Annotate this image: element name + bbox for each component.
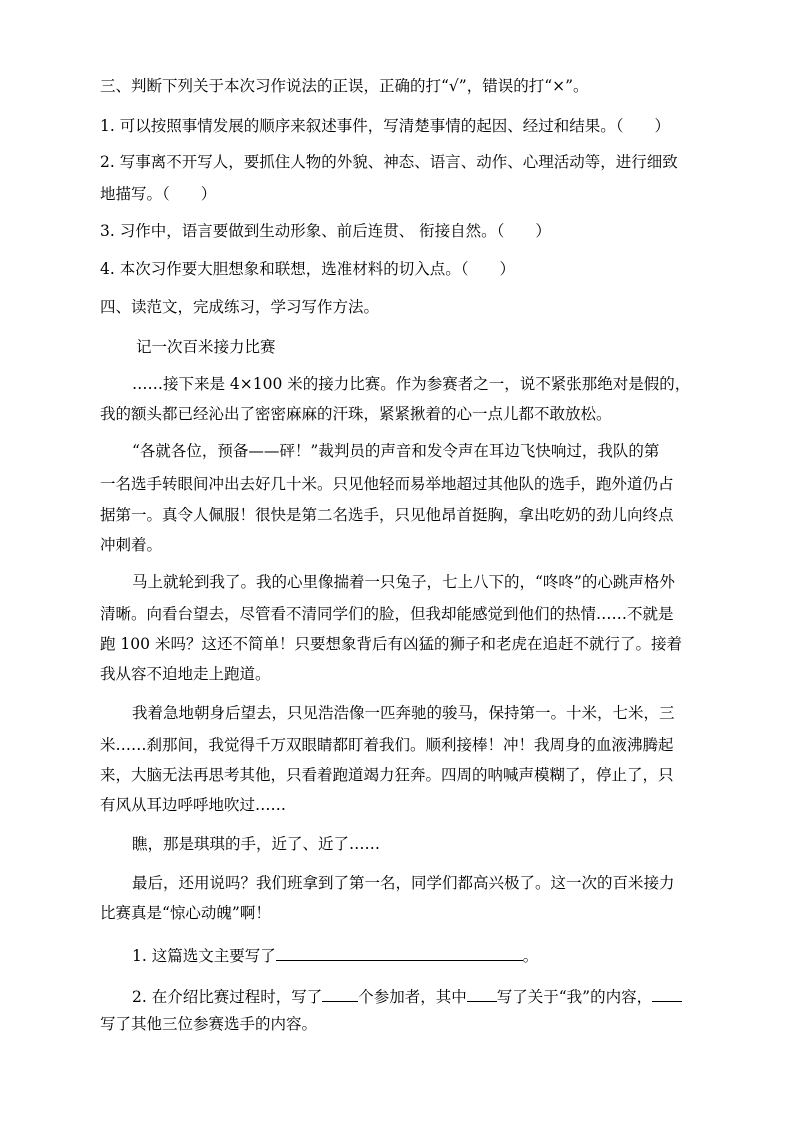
question-2-line1 (132, 983, 732, 1007)
judgement-item-4: 4. 本次习作要大胆想象和联想，选准材料的切入点。（ ） (100, 260, 515, 278)
question-2-blank-1[interactable] (322, 983, 358, 1002)
question-1 (132, 942, 732, 966)
question-2-blank-3[interactable] (652, 983, 682, 1002)
essay-title: 记一次百米接力比赛 (136, 338, 276, 356)
judgement-item-2-line1: 2. 写事离不开写人，要抓住人物的外貌、神态、语言、动作、心理活动等，进行细致 (100, 153, 678, 171)
judgement-item-1: 1. 可以按照事情发展的顺序来叙述事件，写清楚事情的起因、经过和结果。（ ） (100, 117, 670, 135)
judgement-item-2-line2: 地描写。（ ） (100, 185, 217, 203)
essay-p2-line1: “各就各位，预备——砰！”裁判员的声音和发令声在耳边飞快响过，我队的第 (132, 442, 660, 460)
essay-p6-line1: 最后，还用说吗？我们班拿到了第一名，同学们都高兴极了。这一次的百米接力 (132, 874, 675, 892)
essay-p3-line2: 清晰。向看台望去，尽管看不清同学们的脸，但我却能感觉到他们的热情……不就是 (100, 605, 674, 623)
essay-p1-line2: 我的额头都已经沁出了密密麻麻的汗珠，紧紧揪着的心一点儿都不敢放松。 (100, 405, 612, 423)
question-1-suffix: 。 (522, 947, 539, 965)
essay-p4-line1: 我着急地朝身后望去，只见浩浩像一匹奔驰的骏马，保持第一。十米，七米，三 (132, 704, 675, 722)
question-1-answer-blank[interactable] (276, 942, 523, 961)
essay-p3-line1: 马上就轮到我了。我的心里像揣着一只兔子，七上八下的，“咚咚”的心跳声格外 (132, 573, 675, 591)
section4-heading: 四、读范文，完成练习，学习写作方法。 (100, 298, 380, 316)
essay-p2-line3: 据第一。真令人佩服！很快是第二名选手，只见他昂首挺胸，拿出吃奶的劲儿向终点 (100, 506, 674, 524)
essay-p5-line1: 瞧，那是琪琪的手，近了、近了…… (132, 835, 381, 853)
essay-p4-line4: 有风从耳边呼呼地吹过…… (100, 796, 287, 814)
essay-p4-line3: 来，大脑无法再思考其他，只看着跑道竭力狂奔。四周的呐喊声模糊了，停止了，只 (100, 766, 674, 784)
essay-p3-line3: 跑 100 米吗？这还不简单！只要想象背后有凶猛的狮子和老虎在追赶不就行了。接着 (100, 635, 682, 653)
essay-p3-line4: 我从容不迫地走上跑道。 (100, 665, 271, 683)
question-1-prefix: 1. 这篇选文主要写了 (132, 947, 276, 965)
judgement-item-3: 3. 习作中，语言要做到生动形象、前后连贯、 衔接自然。（ ） (100, 222, 551, 240)
essay-p2-line4: 冲刺着。 (100, 536, 163, 554)
question-2-part2: 个参加者，其中 (358, 988, 467, 1006)
question-2-line2: 写了其他三位参赛选手的内容。 (100, 1015, 318, 1033)
question-2-part3: 写了关于“我”的内容， (496, 988, 653, 1006)
essay-p4-line2: 米……刹那间，我觉得千万双眼睛都盯着我们。顺利接棒！冲！我周身的血液沸腾起 (100, 736, 674, 754)
essay-p2-line2: 一名选手转眼间冲出去好几十米。只见他轻而易举地超过其他队的选手，跑外道仍占 (100, 475, 674, 493)
essay-p1-line1: ……接下来是 4×100 米的接力比赛。作为参赛者之一，说不紧张那绝对是假的， (132, 375, 691, 393)
question-2-blank-2[interactable] (467, 983, 497, 1002)
question-2-part1: 2. 在介绍比赛过程时，写了 (132, 988, 323, 1006)
essay-p6-line2: 比赛真是“惊心动魄”啊！ (100, 904, 271, 922)
section3-heading: 三、判断下列关于本次习作说法的正误，正确的打“√”，错误的打“×”。 (100, 77, 589, 95)
